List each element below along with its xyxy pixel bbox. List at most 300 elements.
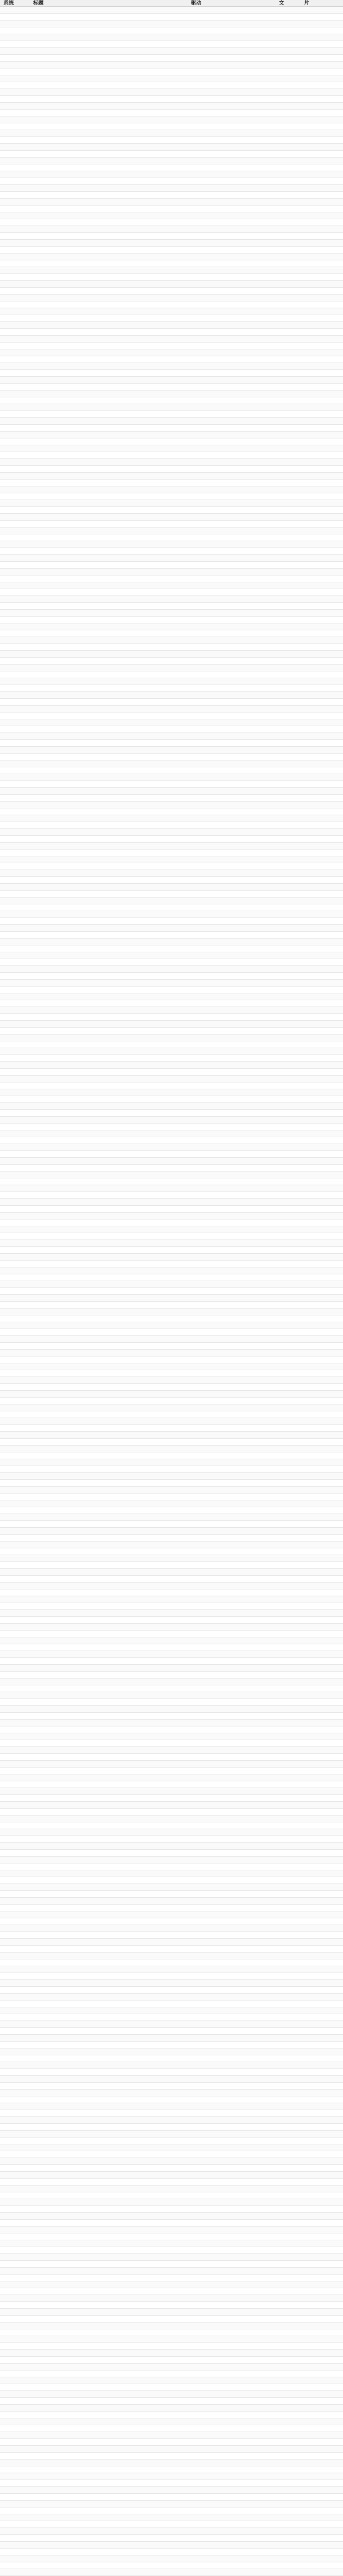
table-cell bbox=[304, 651, 341, 658]
table-cell bbox=[3, 1877, 31, 1884]
table-cell bbox=[191, 2453, 277, 2460]
table-cell bbox=[33, 1637, 188, 1644]
table-cell bbox=[3, 1836, 31, 1843]
table-cell bbox=[304, 2151, 341, 2158]
table-cell bbox=[33, 2281, 188, 2288]
table-cell bbox=[33, 692, 188, 699]
table-cell bbox=[304, 226, 341, 233]
table-cell bbox=[304, 1795, 341, 1802]
table-cell bbox=[304, 1946, 341, 1953]
table-cell bbox=[304, 370, 341, 377]
table-cell bbox=[191, 1863, 277, 1870]
table-cell bbox=[33, 2357, 188, 2364]
table-cell bbox=[3, 1610, 31, 1617]
table-cell bbox=[279, 589, 302, 596]
table-cell bbox=[33, 14, 188, 21]
table-cell bbox=[191, 2103, 277, 2110]
table-cell bbox=[279, 987, 302, 993]
table-cell bbox=[3, 1288, 31, 1295]
table-cell bbox=[304, 2014, 341, 2021]
table-cell bbox=[304, 1309, 341, 1315]
table-cell bbox=[191, 1069, 277, 1076]
table-cell bbox=[191, 2439, 277, 2446]
table-cell bbox=[279, 2103, 302, 2110]
table-row bbox=[0, 1206, 343, 1213]
table-cell bbox=[3, 1932, 31, 1939]
table-cell bbox=[3, 528, 31, 534]
table-cell bbox=[3, 678, 31, 685]
table-row bbox=[0, 1274, 343, 1281]
table-cell bbox=[304, 1398, 341, 1404]
table-cell bbox=[33, 1747, 188, 1754]
table-cell bbox=[3, 2302, 31, 2309]
table-cell bbox=[304, 2528, 341, 2535]
table-row bbox=[0, 891, 343, 897]
table-cell bbox=[33, 1548, 188, 1555]
table-cell bbox=[33, 1740, 188, 1747]
table-cell bbox=[191, 1035, 277, 1041]
table-row bbox=[0, 1651, 343, 1658]
table-cell bbox=[279, 767, 302, 774]
table-cell bbox=[304, 384, 341, 391]
table-cell bbox=[33, 1754, 188, 1761]
table-cell bbox=[191, 2364, 277, 2370]
table-cell bbox=[3, 2412, 31, 2418]
table-cell bbox=[3, 96, 31, 103]
table-cell bbox=[304, 973, 341, 980]
table-cell bbox=[279, 62, 302, 69]
table-cell bbox=[191, 1521, 277, 1528]
table-cell bbox=[304, 2213, 341, 2220]
table-cell bbox=[304, 1336, 341, 1343]
table-row bbox=[0, 1562, 343, 1569]
table-cell bbox=[3, 1343, 31, 1350]
table-cell bbox=[279, 507, 302, 514]
table-cell bbox=[191, 1384, 277, 1391]
table-row bbox=[0, 1048, 343, 1055]
table-row bbox=[0, 1713, 343, 1720]
table-cell bbox=[33, 151, 188, 158]
table-cell bbox=[304, 1192, 341, 1199]
table-cell bbox=[33, 569, 188, 575]
table-cell bbox=[33, 808, 188, 815]
table-cell bbox=[3, 1946, 31, 1953]
table-cell bbox=[3, 2480, 31, 2487]
table-cell bbox=[3, 1473, 31, 1480]
table-cell bbox=[304, 918, 341, 925]
table-cell bbox=[279, 1754, 302, 1761]
table-cell bbox=[33, 932, 188, 939]
table-cell bbox=[279, 1309, 302, 1315]
table-cell bbox=[33, 1130, 188, 1137]
table-cell bbox=[279, 397, 302, 404]
table-cell bbox=[191, 1665, 277, 1672]
table-cell bbox=[304, 2323, 341, 2329]
table-cell bbox=[191, 740, 277, 747]
table-cell bbox=[304, 55, 341, 62]
table-cell bbox=[279, 274, 302, 281]
table-cell bbox=[304, 1898, 341, 1905]
table-cell bbox=[3, 911, 31, 918]
table-cell bbox=[279, 918, 302, 925]
table-cell bbox=[191, 713, 277, 719]
table-cell bbox=[191, 2055, 277, 2062]
table-row bbox=[0, 343, 343, 349]
table-cell bbox=[3, 1870, 31, 1877]
table-row bbox=[0, 1124, 343, 1130]
table-cell bbox=[33, 343, 188, 349]
table-cell bbox=[33, 171, 188, 178]
table-row bbox=[0, 2391, 343, 2398]
table-cell bbox=[279, 1884, 302, 1891]
table-cell bbox=[3, 343, 31, 349]
table-row bbox=[0, 1062, 343, 1069]
table-cell bbox=[3, 945, 31, 952]
table-cell bbox=[279, 1781, 302, 1788]
table-cell bbox=[304, 678, 341, 685]
table-cell bbox=[279, 850, 302, 856]
table-cell bbox=[3, 1679, 31, 1685]
table-cell bbox=[304, 815, 341, 822]
table-cell bbox=[191, 178, 277, 185]
table-row bbox=[0, 1877, 343, 1884]
table-cell bbox=[33, 2316, 188, 2323]
table-cell bbox=[3, 1035, 31, 1041]
table-cell bbox=[33, 2370, 188, 2377]
table-cell bbox=[304, 1384, 341, 1391]
table-cell bbox=[3, 123, 31, 130]
table-cell bbox=[279, 2555, 302, 2562]
table-cell bbox=[279, 2535, 302, 2542]
table-cell bbox=[3, 1130, 31, 1137]
table-cell bbox=[304, 637, 341, 644]
table-cell bbox=[33, 1158, 188, 1165]
table-cell bbox=[279, 1261, 302, 1267]
table-cell bbox=[191, 1144, 277, 1151]
table-cell bbox=[304, 1199, 341, 1206]
table-cell bbox=[279, 452, 302, 459]
table-cell bbox=[304, 685, 341, 692]
table-cell bbox=[33, 1466, 188, 1473]
table-cell bbox=[304, 884, 341, 891]
table-cell bbox=[3, 2494, 31, 2501]
table-cell bbox=[279, 1877, 302, 1884]
table-cell bbox=[279, 925, 302, 932]
table-cell bbox=[279, 1110, 302, 1117]
table-cell bbox=[279, 2185, 302, 2192]
table-row bbox=[0, 1966, 343, 1973]
table-cell bbox=[33, 1151, 188, 1158]
table-cell bbox=[3, 2110, 31, 2117]
table-row bbox=[0, 295, 343, 301]
table-row bbox=[0, 1363, 343, 1370]
table-cell bbox=[191, 2268, 277, 2275]
table-row bbox=[0, 1829, 343, 1836]
table-cell bbox=[33, 116, 188, 123]
table-cell bbox=[279, 1891, 302, 1898]
table-row bbox=[0, 1987, 343, 1994]
table-row bbox=[0, 1370, 343, 1377]
table-cell bbox=[3, 2364, 31, 2370]
table-cell bbox=[3, 2028, 31, 2035]
table-cell bbox=[304, 27, 341, 34]
table-cell bbox=[33, 1021, 188, 1028]
table-row bbox=[0, 1494, 343, 1500]
table-cell bbox=[279, 1747, 302, 1754]
table-row bbox=[0, 1192, 343, 1199]
table-cell bbox=[191, 1281, 277, 1288]
table-cell bbox=[33, 1569, 188, 1576]
table-row bbox=[0, 486, 343, 493]
table-cell bbox=[33, 370, 188, 377]
table-cell bbox=[3, 644, 31, 651]
table-row bbox=[0, 1500, 343, 1507]
table-cell bbox=[279, 1466, 302, 1473]
table-cell bbox=[33, 219, 188, 226]
table-cell bbox=[33, 267, 188, 274]
table-cell bbox=[304, 1514, 341, 1521]
table-cell bbox=[279, 548, 302, 555]
table-cell bbox=[191, 1535, 277, 1541]
table-cell bbox=[3, 1144, 31, 1151]
table-cell bbox=[3, 658, 31, 665]
table-row bbox=[0, 41, 343, 48]
table-cell bbox=[304, 856, 341, 863]
table-cell bbox=[3, 850, 31, 856]
table-cell bbox=[191, 438, 277, 445]
table-cell bbox=[191, 507, 277, 514]
table-cell bbox=[191, 2302, 277, 2309]
table-row bbox=[0, 1973, 343, 1980]
table-cell bbox=[279, 432, 302, 438]
table-cell bbox=[279, 1254, 302, 1261]
table-row bbox=[0, 1254, 343, 1261]
table-row bbox=[0, 1665, 343, 1672]
table-cell bbox=[279, 884, 302, 891]
table-cell bbox=[3, 2343, 31, 2350]
table-row bbox=[0, 1117, 343, 1124]
table-cell bbox=[304, 21, 341, 27]
table-cell bbox=[191, 151, 277, 158]
table-header-cell: 驱动 bbox=[191, 1, 202, 6]
table-cell bbox=[304, 1548, 341, 1555]
table-cell bbox=[304, 2466, 341, 2473]
table-cell bbox=[33, 473, 188, 480]
table-row bbox=[0, 1699, 343, 1706]
table-row bbox=[0, 1384, 343, 1391]
table-cell bbox=[3, 7, 31, 14]
table-row bbox=[0, 939, 343, 945]
table-cell bbox=[279, 356, 302, 363]
table-cell bbox=[191, 164, 277, 171]
table-cell bbox=[191, 2357, 277, 2364]
table-row bbox=[0, 2302, 343, 2309]
table-cell bbox=[279, 2247, 302, 2254]
table-cell bbox=[304, 69, 341, 75]
table-cell bbox=[304, 1089, 341, 1096]
table-header-cell: 系统 bbox=[3, 1, 14, 6]
table-cell bbox=[279, 802, 302, 808]
table-cell bbox=[304, 1685, 341, 1692]
table-cell bbox=[191, 1713, 277, 1720]
table-cell bbox=[279, 1014, 302, 1021]
table-row bbox=[0, 2233, 343, 2240]
table-cell bbox=[279, 14, 302, 21]
table-cell bbox=[33, 2096, 188, 2103]
table-cell bbox=[33, 1884, 188, 1891]
table-cell bbox=[304, 1555, 341, 1562]
table-cell bbox=[3, 1733, 31, 1740]
table-cell bbox=[304, 1768, 341, 1774]
table-cell bbox=[33, 2131, 188, 2138]
table-cell bbox=[279, 2329, 302, 2336]
table-row bbox=[0, 665, 343, 671]
table-cell bbox=[191, 637, 277, 644]
table-row bbox=[0, 987, 343, 993]
table-cell bbox=[279, 1226, 302, 1233]
table-cell bbox=[3, 178, 31, 185]
table-cell bbox=[304, 1254, 341, 1261]
table-cell bbox=[3, 987, 31, 993]
table-cell bbox=[33, 747, 188, 754]
table-cell bbox=[279, 260, 302, 267]
table-cell bbox=[191, 1315, 277, 1322]
table-cell bbox=[33, 2473, 188, 2480]
table-cell bbox=[191, 1788, 277, 1795]
table-cell bbox=[304, 2138, 341, 2144]
table-cell bbox=[191, 123, 277, 130]
table-cell bbox=[3, 295, 31, 301]
table-row bbox=[0, 808, 343, 815]
table-row bbox=[0, 274, 343, 281]
table-cell bbox=[304, 1446, 341, 1452]
table-row bbox=[0, 1446, 343, 1452]
table-row bbox=[0, 48, 343, 55]
table-cell bbox=[279, 34, 302, 41]
table-cell bbox=[33, 1377, 188, 1384]
table-row bbox=[0, 404, 343, 411]
table-cell bbox=[279, 1411, 302, 1418]
table-cell bbox=[33, 1795, 188, 1802]
table-cell bbox=[304, 2062, 341, 2069]
table-row bbox=[0, 2042, 343, 2048]
table-cell bbox=[33, 630, 188, 637]
table-cell bbox=[191, 411, 277, 418]
table-cell bbox=[191, 980, 277, 987]
table-row bbox=[0, 1535, 343, 1541]
table-cell bbox=[3, 2466, 31, 2473]
table-cell bbox=[279, 630, 302, 637]
table-cell bbox=[191, 1953, 277, 1959]
table-cell bbox=[3, 2542, 31, 2549]
table-cell bbox=[191, 377, 277, 384]
table-cell bbox=[279, 137, 302, 144]
table-cell bbox=[3, 1665, 31, 1672]
table-cell bbox=[279, 226, 302, 233]
table-cell bbox=[3, 1541, 31, 1548]
table-cell bbox=[304, 2501, 341, 2507]
table-cell bbox=[33, 1665, 188, 1672]
table-cell bbox=[191, 2179, 277, 2185]
table-cell bbox=[304, 233, 341, 240]
table-cell bbox=[3, 459, 31, 466]
table-cell bbox=[304, 1035, 341, 1041]
table-cell bbox=[33, 781, 188, 788]
table-row bbox=[0, 541, 343, 548]
table-cell bbox=[33, 1343, 188, 1350]
table-cell bbox=[3, 1404, 31, 1411]
table-row bbox=[0, 96, 343, 103]
table-row bbox=[0, 1754, 343, 1761]
table-cell bbox=[191, 1343, 277, 1350]
table-row bbox=[0, 89, 343, 96]
table-cell bbox=[279, 116, 302, 123]
table-row bbox=[0, 1069, 343, 1076]
table-cell bbox=[33, 212, 188, 219]
table-cell bbox=[191, 192, 277, 199]
table-cell bbox=[191, 247, 277, 253]
table-cell bbox=[191, 610, 277, 617]
table-row bbox=[0, 21, 343, 27]
table-row bbox=[0, 2549, 343, 2555]
table-cell bbox=[3, 55, 31, 62]
table-header bbox=[0, 0, 343, 7]
table-cell bbox=[33, 1816, 188, 1822]
table-cell bbox=[304, 1679, 341, 1685]
table-cell bbox=[304, 2309, 341, 2316]
table-cell bbox=[33, 397, 188, 404]
table-cell bbox=[191, 1274, 277, 1281]
table-cell bbox=[191, 1028, 277, 1035]
table-cell bbox=[3, 1713, 31, 1720]
table-row bbox=[0, 2480, 343, 2487]
table-cell bbox=[33, 1953, 188, 1959]
table-cell bbox=[191, 1233, 277, 1240]
table-row bbox=[0, 630, 343, 637]
table-cell bbox=[3, 1973, 31, 1980]
table-cell bbox=[304, 1185, 341, 1192]
table-row bbox=[0, 596, 343, 603]
table-cell bbox=[33, 1706, 188, 1713]
table-cell bbox=[279, 199, 302, 206]
table-cell bbox=[304, 767, 341, 774]
table-cell bbox=[304, 2494, 341, 2501]
table-cell bbox=[304, 1418, 341, 1425]
table-cell bbox=[304, 2035, 341, 2042]
table-row bbox=[0, 1617, 343, 1624]
table-cell bbox=[279, 2521, 302, 2528]
table-cell bbox=[3, 1069, 31, 1076]
table-cell bbox=[191, 1576, 277, 1583]
table-cell bbox=[304, 315, 341, 322]
table-cell bbox=[3, 665, 31, 671]
table-cell bbox=[279, 1966, 302, 1973]
table-cell bbox=[279, 158, 302, 164]
table-cell bbox=[304, 1130, 341, 1137]
table-cell bbox=[279, 1048, 302, 1055]
table-cell bbox=[279, 1870, 302, 1877]
table-cell bbox=[3, 2179, 31, 2185]
table-cell bbox=[33, 1363, 188, 1370]
table-cell bbox=[191, 2494, 277, 2501]
table-cell bbox=[33, 1809, 188, 1816]
table-cell bbox=[3, 171, 31, 178]
table-cell bbox=[33, 1891, 188, 1898]
table-cell bbox=[279, 459, 302, 466]
table-cell bbox=[33, 987, 188, 993]
table-row bbox=[0, 500, 343, 507]
table-cell bbox=[3, 1151, 31, 1158]
